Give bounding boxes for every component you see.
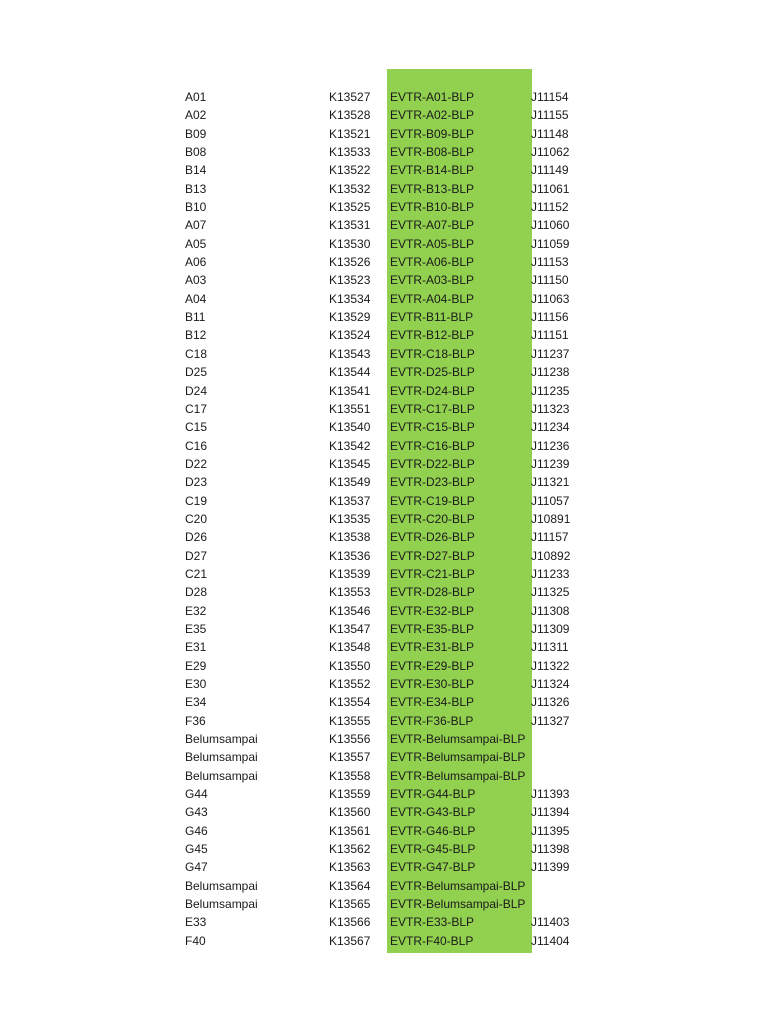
cell-j-number[interactable]: J11404 [531, 933, 570, 948]
cell-j-number[interactable]: J11398 [531, 842, 570, 857]
cell-code[interactable]: C20 [185, 511, 208, 526]
cell-j-number[interactable]: J11059 [531, 236, 570, 251]
cell-evtr-id[interactable]: EVTR-D27-BLP [390, 548, 475, 563]
cell-code[interactable]: E32 [185, 603, 207, 618]
table-row [0, 803, 768, 821]
cell-evtr-id[interactable]: EVTR-F40-BLP [390, 933, 474, 948]
cell-evtr-id[interactable]: EVTR-D25-BLP [390, 365, 475, 380]
cell-code[interactable]: G47 [185, 860, 208, 875]
table-row [0, 748, 768, 766]
table-row [0, 216, 768, 234]
cell-code[interactable]: C16 [185, 438, 208, 453]
cell-j-number[interactable]: J11324 [531, 677, 570, 691]
cell-code[interactable]: G43 [185, 805, 208, 820]
cell-evtr-id[interactable]: EVTR-B14-BLP [390, 163, 475, 178]
cell-code[interactable]: C15 [185, 420, 208, 435]
table-row [0, 602, 768, 620]
cell-evtr-id[interactable]: EVTR-A05-BLP [390, 236, 475, 251]
cell-code[interactable]: D28 [185, 585, 208, 600]
cell-evtr-id[interactable]: EVTR-E33-BLP [390, 915, 475, 930]
cell-code[interactable]: C21 [185, 566, 208, 581]
cell-j-number[interactable]: J11057 [531, 493, 570, 508]
cell-j-number[interactable]: J11154 [531, 90, 569, 104]
cell-evtr-id[interactable]: EVTR-F36-BLP [390, 713, 474, 728]
table-row [0, 125, 768, 143]
table-row [0, 620, 768, 638]
cell-evtr-id[interactable]: EVTR-B13-BLP [390, 181, 475, 196]
table-row [0, 510, 768, 528]
table-row [0, 840, 768, 858]
cell-j-number[interactable]: J11233 [531, 566, 570, 581]
cell-code[interactable]: C17 [185, 401, 208, 416]
cell-code[interactable]: A01 [185, 90, 207, 104]
cell-j-number[interactable]: J11153 [531, 255, 569, 270]
cell-code[interactable]: A04 [185, 291, 207, 306]
cell-j-number[interactable]: J11237 [531, 346, 570, 361]
table-row [0, 858, 768, 876]
table-row [0, 88, 768, 106]
cell-code[interactable]: A02 [185, 108, 207, 123]
cell-k-number[interactable]: K13546 [329, 603, 371, 618]
cell-code[interactable]: E30 [185, 677, 207, 691]
cell-code[interactable]: B12 [185, 328, 207, 343]
cell-code[interactable]: D25 [185, 365, 208, 380]
table-row [0, 106, 768, 124]
cell-code[interactable]: B14 [185, 163, 207, 178]
cell-code[interactable]: Belumsampai [185, 768, 258, 783]
cell-j-number[interactable]: J11326 [531, 695, 570, 710]
cell-evtr-id[interactable]: EVTR-E32-BLP [390, 603, 475, 618]
cell-code[interactable]: E35 [185, 621, 207, 636]
cell-j-number[interactable]: J11236 [531, 438, 570, 453]
cell-code[interactable]: C19 [185, 493, 208, 508]
table-row [0, 492, 768, 510]
table-row [0, 895, 768, 913]
cell-k-number[interactable]: K13547 [329, 621, 371, 636]
table-row [0, 161, 768, 179]
table-row [0, 437, 768, 455]
table-row [0, 528, 768, 546]
cell-evtr-id[interactable]: EVTR-B10-BLP [390, 200, 475, 215]
cell-j-number[interactable]: J11151 [531, 328, 569, 343]
cell-evtr-id[interactable]: EVTR-A03-BLP [390, 273, 475, 288]
table-row [0, 418, 768, 436]
cell-k-number[interactable]: K13556 [329, 732, 371, 747]
cell-j-number[interactable]: J11327 [531, 713, 570, 728]
cell-k-number[interactable]: K13552 [329, 677, 371, 691]
cell-j-number[interactable]: J11403 [531, 915, 570, 930]
cell-j-number[interactable]: J11399 [531, 860, 570, 875]
cell-code[interactable]: D23 [185, 475, 208, 490]
cell-j-number[interactable]: J11148 [531, 126, 569, 141]
cell-k-number[interactable]: K13522 [329, 163, 371, 178]
cell-j-number[interactable]: J10891 [531, 511, 571, 526]
cell-k-number[interactable]: K13535 [329, 511, 371, 526]
table-row [0, 877, 768, 895]
table-row [0, 400, 768, 418]
cell-k-number[interactable]: K13551 [329, 401, 371, 416]
cell-code[interactable]: E33 [185, 915, 207, 930]
cell-evtr-id[interactable]: EVTR-C21-BLP [390, 566, 475, 581]
table-row [0, 198, 768, 216]
cell-j-number[interactable]: J11321 [531, 475, 570, 490]
cell-code[interactable]: E34 [185, 695, 207, 710]
table-row [0, 382, 768, 400]
cell-k-number[interactable]: K13538 [329, 530, 371, 545]
table-row [0, 767, 768, 785]
table-row [0, 235, 768, 253]
table-row [0, 143, 768, 161]
table-row [0, 363, 768, 381]
cell-j-number[interactable]: J11157 [531, 530, 569, 545]
cell-k-number[interactable]: K13553 [329, 585, 371, 600]
cell-k-number[interactable]: K13523 [329, 273, 371, 288]
cell-j-number[interactable]: J11062 [531, 145, 570, 160]
cell-k-number[interactable]: K13533 [329, 145, 371, 160]
cell-j-number[interactable]: J11150 [531, 273, 569, 288]
cell-evtr-id[interactable]: EVTR-C16-BLP [390, 438, 475, 453]
table-row [0, 822, 768, 840]
cell-j-number[interactable]: J11156 [531, 310, 569, 325]
cell-k-number[interactable]: K13545 [329, 456, 371, 471]
cell-code[interactable]: F36 [185, 713, 206, 728]
cell-code[interactable]: G46 [185, 823, 208, 838]
table-row [0, 455, 768, 473]
cell-j-number[interactable]: J11063 [531, 291, 570, 306]
cell-k-number[interactable]: K13539 [329, 566, 371, 581]
cell-evtr-id[interactable]: EVTR-D26-BLP [390, 530, 475, 545]
cell-j-number[interactable]: J11239 [531, 456, 570, 471]
cell-j-number[interactable]: J11060 [531, 218, 570, 233]
cell-k-number[interactable]: K13548 [329, 640, 371, 655]
cell-j-number[interactable]: J11061 [531, 181, 570, 196]
table-row [0, 308, 768, 326]
table-row [0, 345, 768, 363]
cell-evtr-id[interactable]: EVTR-B09-BLP [390, 126, 475, 141]
cell-code[interactable]: B11 [185, 310, 206, 325]
cell-code[interactable]: Belumsampai [185, 750, 258, 765]
cell-j-number[interactable]: J11393 [531, 787, 570, 802]
cell-code[interactable]: Belumsampai [185, 897, 258, 912]
cell-code[interactable]: B09 [185, 126, 207, 141]
cell-code[interactable]: B13 [185, 181, 207, 196]
cell-k-number[interactable]: K13530 [329, 236, 371, 251]
cell-k-number[interactable]: K13537 [329, 493, 371, 508]
cell-evtr-id[interactable]: EVTR-E31-BLP [390, 640, 475, 655]
cell-j-number[interactable]: J11308 [531, 603, 570, 618]
cell-code[interactable]: E31 [185, 640, 207, 655]
cell-k-number[interactable]: K13542 [329, 438, 371, 453]
cell-code[interactable]: A07 [185, 218, 207, 233]
cell-k-number[interactable]: K13527 [329, 90, 371, 104]
cell-code[interactable]: D24 [185, 383, 208, 398]
cell-evtr-id[interactable]: EVTR-Belumsampai-BLP [390, 878, 526, 893]
cell-k-number[interactable]: K13525 [329, 200, 371, 215]
cell-j-number[interactable]: J11395 [531, 823, 570, 838]
cell-evtr-id[interactable]: EVTR-D22-BLP [390, 456, 475, 471]
cell-evtr-id[interactable]: EVTR-G44-BLP [390, 787, 476, 802]
cell-k-number[interactable]: K13566 [329, 915, 371, 930]
cell-evtr-id[interactable]: EVTR-E30-BLP [390, 677, 475, 691]
table-row [0, 657, 768, 675]
cell-k-number[interactable]: K13531 [329, 218, 371, 233]
cell-k-number[interactable]: K13521 [329, 126, 371, 141]
cell-code[interactable]: A06 [185, 255, 207, 270]
cell-j-number[interactable]: J11311 [531, 640, 569, 655]
cell-k-number[interactable]: K13536 [329, 548, 371, 563]
cell-k-number[interactable]: K13543 [329, 346, 371, 361]
cell-code[interactable]: Belumsampai [185, 878, 258, 893]
cell-code[interactable]: C18 [185, 346, 208, 361]
cell-k-number[interactable]: K13524 [329, 328, 371, 343]
cell-k-number[interactable]: K13541 [329, 383, 371, 398]
cell-evtr-id[interactable]: EVTR-G43-BLP [390, 805, 476, 820]
cell-code[interactable]: B08 [185, 145, 207, 160]
cell-evtr-id[interactable]: EVTR-Belumsampai-BLP [390, 732, 526, 747]
cell-j-number[interactable]: J11322 [531, 658, 570, 673]
cell-k-number[interactable]: K13529 [329, 310, 371, 325]
cell-k-number[interactable]: K13561 [329, 823, 371, 838]
cell-evtr-id[interactable]: EVTR-A04-BLP [390, 291, 475, 306]
cell-code[interactable]: A03 [185, 273, 207, 288]
cell-code[interactable]: B10 [185, 200, 207, 215]
table-row [0, 253, 768, 271]
cell-evtr-id[interactable]: EVTR-C19-BLP [390, 493, 475, 508]
cell-k-number[interactable]: K13559 [329, 787, 371, 802]
cell-evtr-id[interactable]: EVTR-A01-BLP [390, 90, 475, 104]
table-row [0, 326, 768, 344]
cell-evtr-id[interactable]: EVTR-C20-BLP [390, 511, 475, 526]
cell-code[interactable]: A05 [185, 236, 207, 251]
cell-evtr-id[interactable]: EVTR-G46-BLP [390, 823, 476, 838]
table-row [0, 565, 768, 583]
table-row [0, 932, 768, 950]
cell-j-number[interactable]: J11325 [531, 585, 570, 600]
cell-evtr-id[interactable]: EVTR-B08-BLP [390, 145, 475, 160]
cell-j-number[interactable]: J11394 [531, 805, 570, 820]
cell-evtr-id[interactable]: EVTR-E35-BLP [390, 621, 475, 636]
cell-j-number[interactable]: J11152 [531, 200, 569, 215]
cell-k-number[interactable]: K13558 [329, 768, 371, 783]
cell-evtr-id[interactable]: EVTR-B12-BLP [390, 328, 475, 343]
cell-evtr-id[interactable]: EVTR-E34-BLP [390, 695, 475, 710]
cell-k-number[interactable]: K13526 [329, 255, 371, 270]
cell-k-number[interactable]: K13557 [329, 750, 371, 765]
cell-k-number[interactable]: K13565 [329, 897, 371, 912]
cell-j-number[interactable]: J10892 [531, 548, 571, 563]
cell-j-number[interactable]: J11323 [531, 401, 570, 416]
cell-evtr-id[interactable]: EVTR-C18-BLP [390, 346, 475, 361]
table-row [0, 473, 768, 491]
cell-evtr-id[interactable]: EVTR-B11-BLP [390, 310, 474, 325]
cell-j-number[interactable]: J11234 [531, 420, 570, 435]
table-row [0, 180, 768, 198]
table-row [0, 290, 768, 308]
cell-code[interactable]: F40 [185, 933, 206, 948]
cell-evtr-id[interactable]: EVTR-Belumsampai-BLP [390, 768, 526, 783]
table-row [0, 913, 768, 931]
cell-code[interactable]: G45 [185, 842, 208, 857]
cell-k-number[interactable]: K13540 [329, 420, 371, 435]
cell-evtr-id[interactable]: EVTR-C15-BLP [390, 420, 475, 435]
table-row [0, 785, 768, 803]
data-table [0, 88, 768, 950]
table-row [0, 712, 768, 730]
cell-code[interactable]: E29 [185, 658, 207, 673]
cell-evtr-id[interactable]: EVTR-D24-BLP [390, 383, 475, 398]
cell-evtr-id[interactable]: EVTR-G45-BLP [390, 842, 476, 857]
cell-k-number[interactable]: K13560 [329, 805, 371, 820]
cell-evtr-id[interactable]: EVTR-Belumsampai-BLP [390, 750, 526, 765]
cell-code[interactable]: D27 [185, 548, 208, 563]
cell-evtr-id[interactable]: EVTR-D23-BLP [390, 475, 475, 490]
cell-j-number[interactable]: J11149 [531, 163, 569, 178]
table-row [0, 730, 768, 748]
table-row [0, 638, 768, 656]
cell-k-number[interactable]: K13563 [329, 860, 371, 875]
cell-j-number[interactable]: J11238 [531, 365, 570, 380]
table-row [0, 547, 768, 565]
cell-code[interactable]: G44 [185, 787, 208, 802]
cell-j-number[interactable]: J11309 [531, 621, 570, 636]
cell-evtr-id[interactable]: EVTR-A06-BLP [390, 255, 475, 270]
cell-evtr-id[interactable]: EVTR-D28-BLP [390, 585, 475, 600]
table-row [0, 583, 768, 601]
table-row [0, 693, 768, 711]
cell-code[interactable]: D22 [185, 456, 208, 471]
cell-j-number[interactable]: J11235 [531, 383, 570, 398]
cell-evtr-id[interactable]: EVTR-C17-BLP [390, 401, 475, 416]
cell-evtr-id[interactable]: EVTR-A07-BLP [390, 218, 475, 233]
cell-k-number[interactable]: K13562 [329, 842, 371, 857]
cell-evtr-id[interactable]: EVTR-A02-BLP [390, 108, 475, 123]
cell-k-number[interactable]: K13550 [329, 658, 371, 673]
cell-k-number[interactable]: K13555 [329, 713, 371, 728]
cell-k-number[interactable]: K13567 [329, 933, 371, 948]
cell-code[interactable]: D26 [185, 530, 208, 545]
table-row [0, 271, 768, 289]
cell-k-number[interactable]: K13549 [329, 475, 371, 490]
cell-k-number[interactable]: K13534 [329, 291, 371, 306]
cell-k-number[interactable]: K13564 [329, 878, 371, 893]
cell-evtr-id[interactable]: EVTR-G47-BLP [390, 860, 476, 875]
table-row [0, 675, 768, 693]
cell-j-number[interactable]: J11155 [531, 108, 569, 123]
cell-evtr-id[interactable]: EVTR-Belumsampai-BLP [390, 897, 526, 912]
cell-evtr-id[interactable]: EVTR-E29-BLP [390, 658, 475, 673]
cell-k-number[interactable]: K13528 [329, 108, 371, 123]
cell-k-number[interactable]: K13532 [329, 181, 371, 196]
cell-k-number[interactable]: K13544 [329, 365, 371, 380]
cell-k-number[interactable]: K13554 [329, 695, 371, 710]
cell-code[interactable]: Belumsampai [185, 732, 258, 747]
